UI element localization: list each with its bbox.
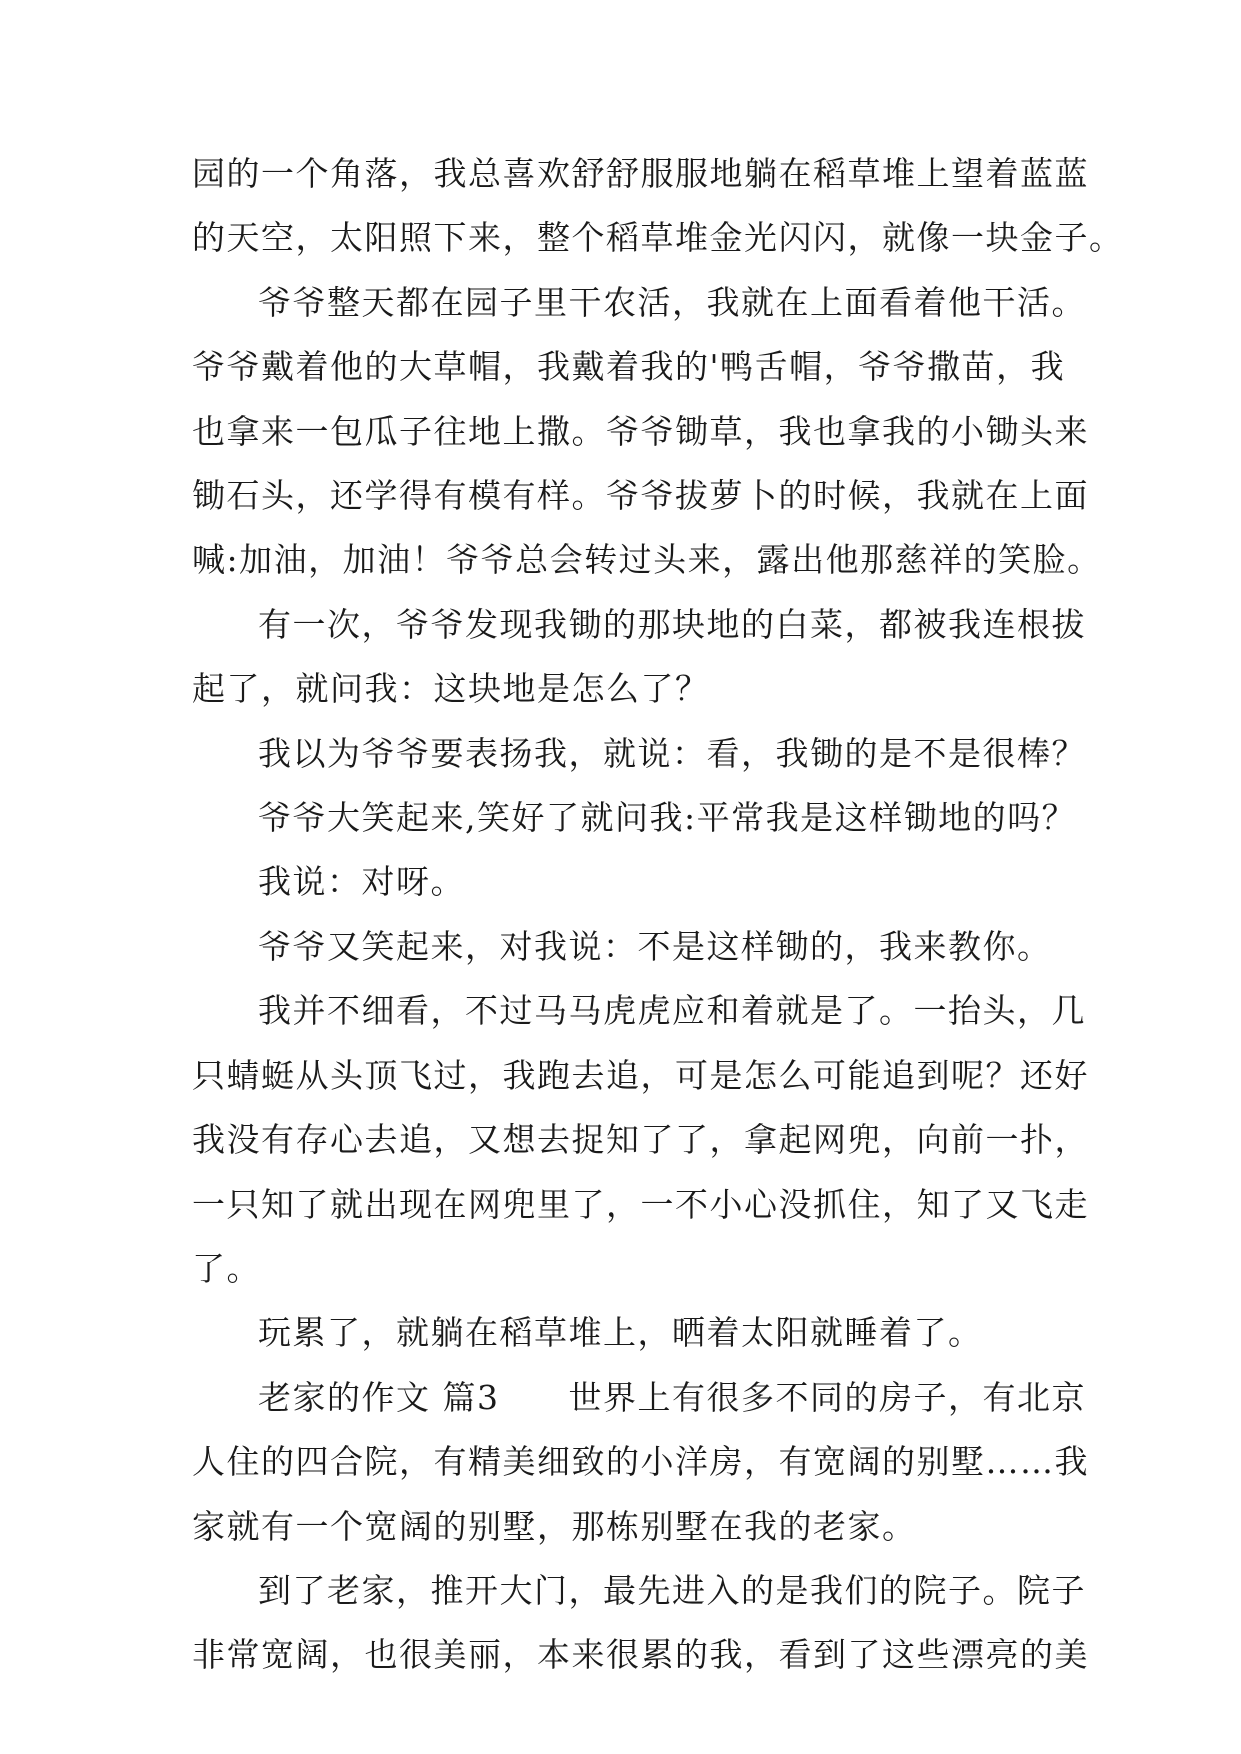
text-line: 一只知了就出现在网兜里了，一不小心没抓住，知了又飞走 — [192, 1184, 1089, 1224]
text-line: 我以为爷爷要表扬我，就说：看，我锄的是不是很棒？ — [258, 733, 1086, 773]
text-line: 爷爷戴着他的大草帽，我戴着我的'鸭舌帽，爷爷撒苗，我 — [192, 347, 1066, 387]
text-line: 人住的四合院，有精美细致的小洋房，有宽阔的别墅……我 — [192, 1442, 1089, 1482]
text-line: 起了，就问我：这块地是怎么了？ — [192, 669, 710, 709]
text-line: 爷爷又笑起来，对我说：不是这样锄的，我来教你。 — [258, 926, 1052, 966]
text-line: 爷爷整天都在园子里干农活，我就在上面看着他干活。 — [258, 282, 1086, 322]
text-line: 我说：对呀。 — [258, 862, 465, 902]
document-body — [192, 142, 1124, 1688]
text-line: 喊:加油，加油！爷爷总会转过头来，露出他那慈祥的笑脸。 — [192, 540, 1102, 580]
text-line: 园的一个角落，我总喜欢舒舒服服地躺在稻草堆上望着蓝蓝 — [192, 154, 1089, 193]
text-line: 有一次，爷爷发现我锄的那块地的白菜，都被我连根拔 — [258, 604, 1086, 644]
text-line: 爷爷大笑起来,笑好了就问我:平常我是这样锄地的吗？ — [258, 798, 1077, 838]
text-line: 玩累了，就躺在稻草堆上，晒着太阳就睡着了。 — [258, 1313, 983, 1353]
text-line: 到了老家，推开大门，最先进入的是我们的院子。院子 — [258, 1570, 1086, 1610]
text-line: 的天空，太阳照下来，整个稻草堆金光闪闪，就像一块金子。 — [192, 218, 1124, 258]
text-line: 我并不细看，不过马马虎虎应和着就是了。一抬头，几 — [258, 991, 1086, 1031]
text-line: 我没有存心去追，又想去捉知了了，拿起网兜，向前一扑， — [192, 1120, 1089, 1160]
text-line: 家就有一个宽阔的别墅，那栋别墅在我的老家。 — [192, 1506, 917, 1546]
text-line: 了。 — [192, 1248, 261, 1288]
text-line: 也拿来一包瓜子往地上撒。爷爷锄草，我也拿我的小锄头来 — [192, 411, 1089, 451]
text-line: 只蜻蜓从头顶飞过，我跑去追，可是怎么可能追到呢？还好 — [192, 1055, 1089, 1095]
text-line: 锄石头，还学得有模有样。爷爷拔萝卜的时候，我就在上面 — [192, 476, 1089, 516]
text-line: 老家的作文 篇3 世界上有很多不同的房子，有北京 — [258, 1377, 1086, 1417]
text-line: 非常宽阔，也很美丽，本来很累的我，看到了这些漂亮的美 — [192, 1635, 1089, 1675]
